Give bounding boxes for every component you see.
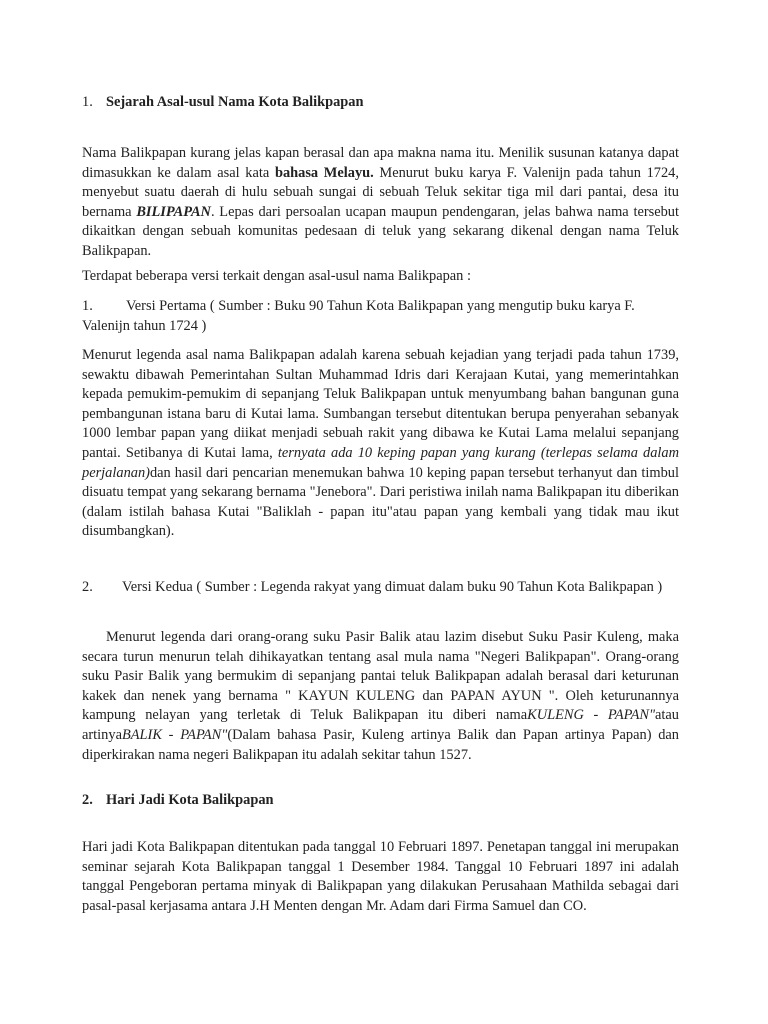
- version-1-number: 1.: [82, 298, 93, 314]
- version-1-heading: [82, 297, 679, 336]
- version-2-heading: [82, 578, 679, 598]
- section-1-title: Sejarah Asal-usul Nama Kota Balikpapan: [106, 94, 364, 110]
- version-2-text: Versi Kedua ( Sumber : Legenda rakyat yang dimuat dalam buku 90 Tahun Kota Balikpapan ): [122, 579, 663, 595]
- paragraph-version-2-story: [82, 628, 679, 765]
- paragraph-intro-text-a: Nama Balikpapan kurang jelas kapan berasal dan apa makna nama itu. Menilik susunan katanya dapat dimasukkan ke dalam asal kata: [82, 145, 679, 181]
- paragraph-intro: [82, 144, 679, 262]
- version-2-story-text-c: atau artinya: [82, 707, 679, 743]
- version-1-story-italic: ternyata ada 10 keping papan yang kurang (terlepas selama dalam perjalanan): [82, 444, 679, 481]
- version-1-story-text-c: dan hasil dari pencarian menemukan bahwa 10 keping papan tersebut terhanyut dan timbul disuatu tempat yang sekarang bernama "Jenebora". Dari peristiwa inilah nama Balikpapan itu diberikan (dalam istilah bahasa Kutai "Baliklah - papan itu"atau papan yang kembali yang tidak mau ikut disumbangkan).: [82, 464, 679, 540]
- kuleng-papan-italic: KULENG - PAPAN": [527, 707, 656, 724]
- paragraph-version-1-story: [82, 346, 679, 542]
- version-2-number: 2.: [82, 579, 93, 595]
- version-2-story-text-e: (Dalam bahasa Pasir, Kuleng artinya Balik dan Papan artinya Papan) dan diperkirakan nama negeri Balikpapan itu adalah sekitar tahun 1527.: [82, 726, 680, 763]
- paragraph-intro-text-e: . Lepas dari persoalan ucapan maupun pendengaran, jelas bahwa nama tersebut dikaitkan dengan sebuah komunitas pedesaan di teluk yang sekarang dikenal dengan nama Teluk Balikpapan.: [82, 203, 679, 259]
- version-1-text: Versi Pertama ( Sumber : Buku 90 Tahun Kota Balikpapan yang mengutip buku karya F. Valenijn tahun 1724 ): [82, 298, 635, 334]
- balik-papan-italic: BALIK - PAPAN": [121, 726, 228, 743]
- bahasa-melayu-bold: bahasa Melayu.: [274, 164, 374, 181]
- section-2-number: 2.: [82, 792, 93, 808]
- version-2-story-text-a: Menurut legenda dari orang-orang suku Pasir Balik atau lazim disebut Suku Pasir Kuleng, maka secara turun menurun telah dihikayatkan tentang asal mula nama "Negeri Balikpapan". Orang-orang suku Pasir Balik yang bermukim di sepanjang pantai teluk Balikpapan adalah berasal dari keturunan kakek dan nenek yang bernama " KAYUN KULENG dan PAPAN AYUN ". Oleh keturunannya kampung nelayan yang terletak di Teluk Balikpapan itu diberi nama: [82, 629, 679, 724]
- paragraph-versions-intro: Terdapat beberapa versi terkait dengan asal-usul nama Balikpapan :: [82, 268, 471, 284]
- version-1-story-text-a: Menurut legenda asal nama Balikpapan adalah karena sebuah kejadian yang terjadi pada tahun 1739, sewaktu dibawah Pemerintahan Sultan Muhammad Idris dari Kerajaan Kutai, yang memerintahkan kepada pemukim-pemukim di sepanjang Teluk Balikpapan untuk menyumbang bahan bangunan guna pembangunan istana baru di Kutai lama. Sumbangan tersebut ditentukan berupa penyerahan sebanyak 1000 lembar papan yang diikat menjadi sebuah rakit yang dibawa ke Kutai Lama melalui sepanjang pantai. Setibanya di Kutai lama,: [82, 347, 679, 461]
- bilipapan-emphasis: BILIPAPAN: [136, 203, 211, 220]
- paragraph-intro-text-c: Menurut buku karya F. Valenijn pada tahun 1724, menyebut suatu daerah di hulu sebuah sungai di sebuah Teluk sekitar tiga mil dari pantai, desa itu bernama: [82, 164, 679, 220]
- section-2-title: Hari Jadi Kota Balikpapan: [106, 792, 274, 808]
- section-2-heading: [82, 791, 679, 811]
- section-1-number: 1.: [82, 94, 93, 110]
- paragraph-hari-jadi: Hari jadi Kota Balikpapan ditentukan pada tanggal 10 Februari 1897. Penetapan tanggal ini merupakan seminar sejarah Kota Balikpapan tanggal 1 Desember 1984. Tanggal 10 Februari 1897 ini adalah tanggal Pengeboran pertama minyak di Balikpapan yang dilakukan Perusahaan Mathilda sebagai dari pasal-pasal kerjasama antara J.H Menten dengan Mr. Adam dari Firma Samuel dan CO.: [82, 839, 679, 914]
- section-1-heading: [82, 93, 679, 113]
